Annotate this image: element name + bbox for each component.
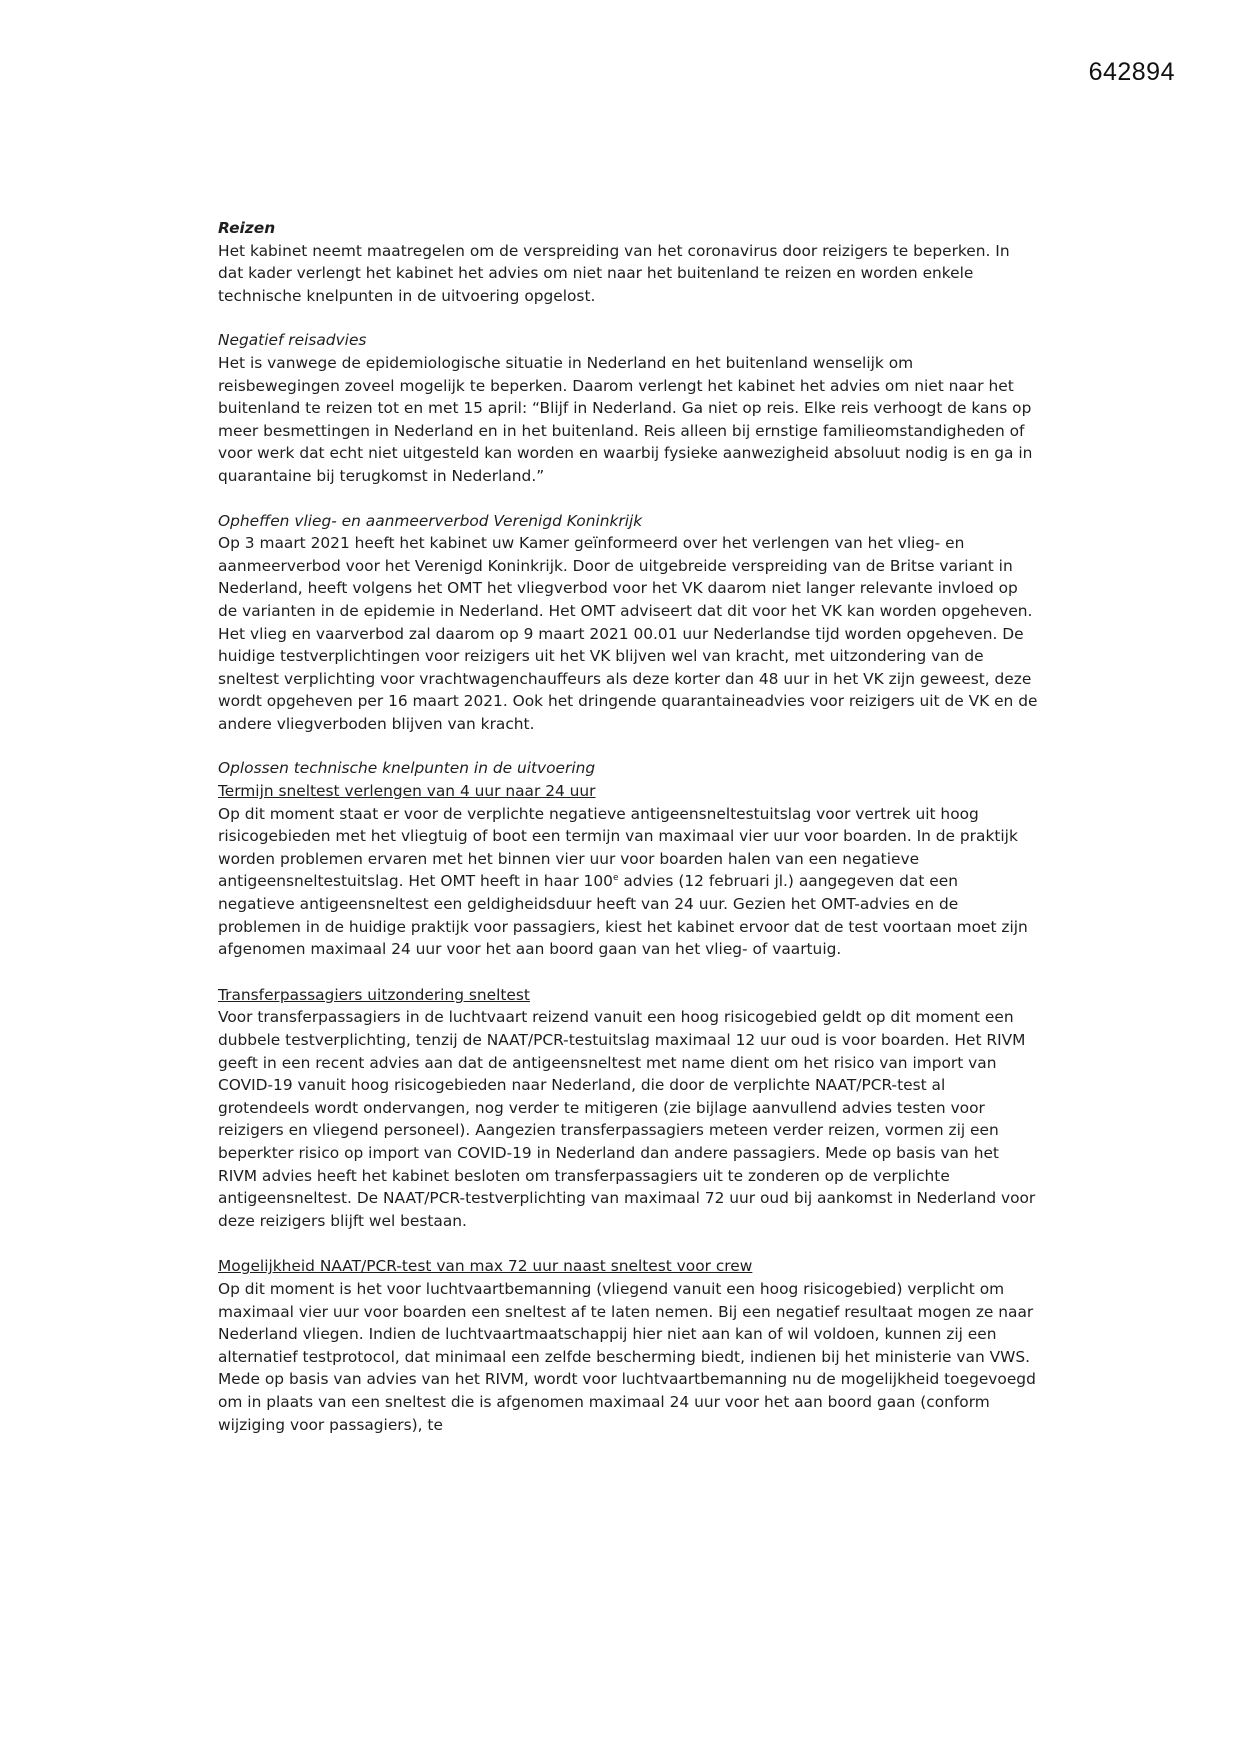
paragraph-reizen: Het kabinet neemt maatregelen om de verspreiding van het coronavirus door reizigers te beperken. In dat kader verlengt het kabinet het advies om niet naar het buitenland te reizen en worden enkele technische knelpunten in de uitvoering opgelost.: [218, 241, 1010, 305]
paragraph-termijn-part-1: Op dit moment staat er voor de verplichte negatieve antigeensneltestuitslag voor vertrek uit hoog risicogebieden met het vliegtuig of boot een termijn van maximaal vier uur voor boarden. In de praktijk worden problemen ervaren met het binnen vier uur voor boarden halen van een negatieve antigeensneltestuitslag. Het OMT heeft in haar 100: [218, 804, 1018, 891]
paragraph-termijn: [218, 803, 1038, 961]
section-title-negatief-reisadvies: Negatief reisadvies: [218, 331, 367, 350]
ordinal-superscript: e: [612, 873, 619, 884]
paragraph-termijn-part-2: advies (12 februari jl.) aangegeven dat een negatieve antigeensneltest een geldigheidsduur heeft van 24 uur. Gezien het OMT-advies en de problemen in de huidige praktijk voor passagiers, kiest het kabinet ervoor dat de test voortaan moet zijn afgenomen maximaal 24 uur voor het aan boord gaan van het vlieg- of vaartuig.: [218, 872, 1028, 959]
document-body: [218, 217, 1038, 1436]
paragraph-crew: Op dit moment is het voor luchtvaartbemanning (vliegend vanuit een hoog risicogebied) verplicht om maximaal vier uur voor boarden een sneltest af te laten nemen. Bij een negatief resultaat mogen ze naar Nederland vliegen. Indien de luchtvaartmaatschappij hier niet aan kan of wil voldoen, kunnen zij een alternatief testprotocol, dat minimaal een zelfde bescherming biedt, indienen bij het ministerie van VWS. Mede op basis van advies van het RIVM, wordt voor luchtvaartbemanning nu de mogelijkheid toegevoegd om in plaats van een sneltest die is afgenomen maximaal 24 uur voor het aan boord gaan (conform wijziging voor passagiers), te: [218, 1279, 1036, 1434]
section-title-opheffen: Opheffen vlieg- en aanmeerverbod Verenigd Koninkrijk: [218, 511, 643, 530]
section-title-oplossen: Oplossen technische knelpunten in de uitvoering: [218, 759, 596, 778]
paragraph-negatief-reisadvies: Het is vanwege de epidemiologische situatie in Nederland en het buitenland wenselijk om reisbewegingen zoveel mogelijk te beperken. Daarom verlengt het kabinet het advies om niet naar het buitenland te reizen tot en met 15 april: “Blijf in Nederland. Ga niet op reis. Elke reis verhoogt de kans op meer besmettingen in Nederland en in het buitenland. Reis alleen bij ernstige familieomstandigheden of voor werk dat echt niet uitgesteld kan worden en waarbij fysieke aanwezigheid absoluut nodig is en ga in quarantaine bij terugkomst in Nederland.”: [218, 353, 1033, 485]
subsection-title-termijn: Termijn sneltest verlengen van 4 uur naar 24 uur: [218, 782, 596, 801]
paragraph-transfer: Voor transferpassagiers in de luchtvaart reizend vanuit een hoog risicogebied geldt op dit moment een dubbele testverplichting, tenzij de NAAT/PCR-testuitslag maximaal 12 uur oud is voor boarden. Het RIVM geeft in een recent advies aan dat de antigeensneltest met name dient om het risico van import van COVID-19 vanuit hoog risicogebieden naar Nederland, die door de verplichte NAAT/PCR-test al grotendeels wordt ondervangen, nog verder te mitigeren (zie bijlage aanvullend advies testen voor reizigers en vliegend personeel). Aangezien transferpassagiers meteen verder reizen, vormen zij een beperkter risico op import van COVID-19 in Nederland dan andere passagiers. Mede op basis van het RIVM advies heeft het kabinet besloten om transferpassagiers uit te zonderen op de verplichte antigeensneltest. De NAAT/PCR-testverplichting van maximaal 72 uur oud bij aankomst in Nederland voor deze reizigers blijft wel bestaan.: [218, 1008, 1036, 1230]
paragraph-opheffen: Op 3 maart 2021 heeft het kabinet uw Kamer geïnformeerd over het verlengen van het vlieg- en aanmeerverbod voor het Verenigd Koninkrijk. Door de uitgebreide verspreiding van de Britse variant in Nederland, heeft volgens het OMT het vliegverbod voor het VK daarom niet langer relevante invloed op de varianten in de epidemie in Nederland. Het OMT adviseert dat dit voor het VK kan worden opgeheven. Het vlieg en vaarverbod zal daarom op 9 maart 2021 00.01 uur Nederlandse tijd worden opgeheven. De huidige testverplichtingen voor reizigers uit het VK blijven wel van kracht, met uitzondering van de sneltest verplichting voor vrachtwagenchauffeurs als deze korter dan 48 uur in het VK zijn geweest, deze wordt opgeheven per 16 maart 2021. Ook het dringende quarantaineadvies voor reizigers uit de VK en de andere vliegverboden blijven van kracht.: [218, 534, 1038, 733]
section-title-reizen: Reizen: [218, 219, 276, 237]
subsection-title-transfer: Transferpassagiers uitzondering sneltest: [218, 985, 530, 1004]
subsection-title-crew: Mogelijkheid NAAT/PCR-test van max 72 uur naast sneltest voor crew: [218, 1257, 753, 1276]
document-number: 642894: [1088, 58, 1175, 86]
